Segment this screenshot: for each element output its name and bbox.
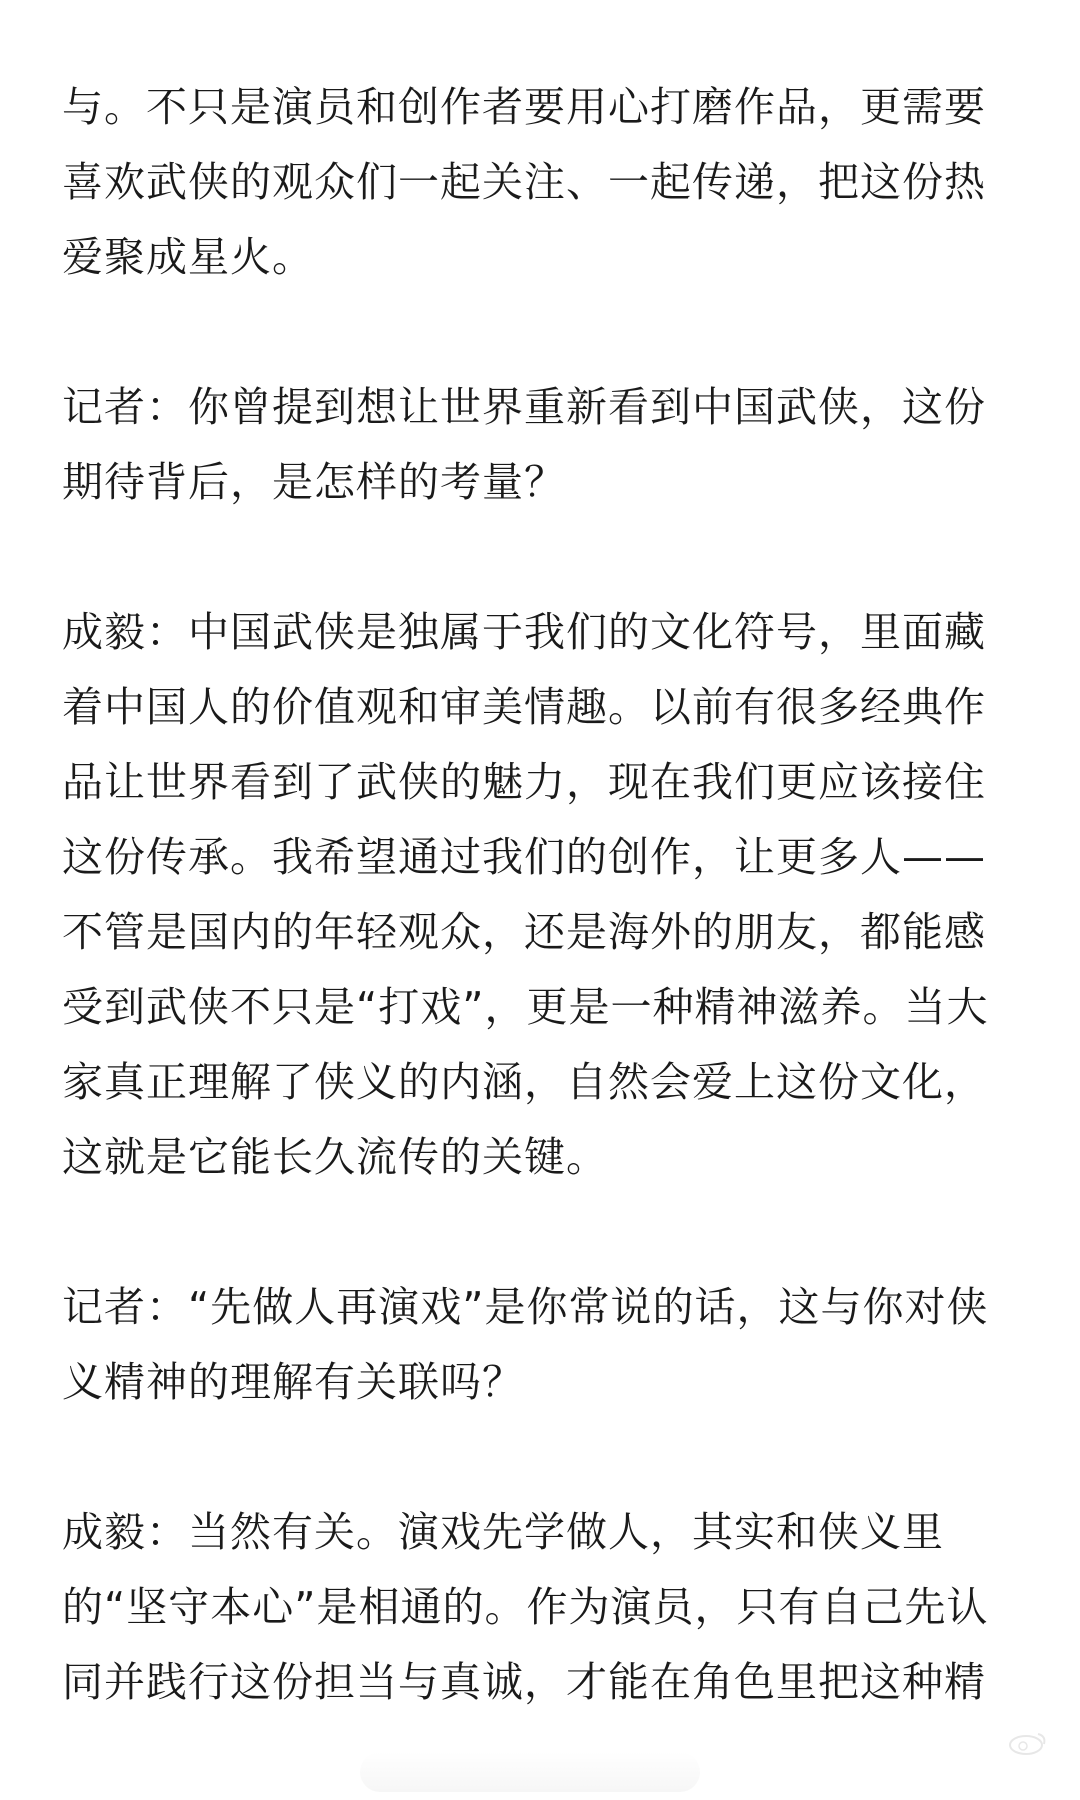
watermark (810, 1686, 1050, 1756)
paragraph-reporter-question-1 (62, 370, 1022, 520)
text-line: 着中国人的价值观和审美情趣。以前有很多经典作 (62, 683, 986, 731)
text-line: 同并践行这份担当与真诚，才能在角色里把这种精 (62, 1658, 986, 1706)
text-line: 期待背后，是怎样的考量？ (62, 458, 566, 506)
paragraph-answer-1 (62, 595, 1022, 1195)
text-line: 成毅：中国武侠是独属于我们的文化符号，里面藏 (62, 608, 986, 656)
text-line: 记者：“先做人再演戏”是你常说的话，这与你对侠 (62, 1283, 989, 1331)
text-line: 与。不只是演员和创作者要用心打磨作品，更需要 (62, 83, 986, 131)
text-line: 成毅：当然有关。演戏先学做人，其实和侠义里 (62, 1508, 944, 1556)
paragraph-intro-ending (62, 70, 1022, 295)
text-line: 不管是国内的年轻观众，还是海外的朋友，都能感 (62, 908, 986, 956)
text-line: 受到武侠不只是“打戏”，更是一种精神滋养。当大 (62, 983, 989, 1031)
text-line: 的“坚守本心”是相通的。作为演员，只有自己先认 (62, 1583, 989, 1631)
text-line: 家真正理解了侠义的内涵，自然会爱上这份文化， (62, 1058, 986, 1106)
article-body (62, 70, 1022, 1795)
weibo-logo-icon (1006, 1730, 1050, 1756)
text-line: 这就是它能长久流传的关键。 (62, 1133, 608, 1181)
bottom-scroll-fade (360, 1752, 700, 1792)
text-line: 义精神的理解有关联吗？ (62, 1358, 524, 1406)
text-line: 记者：你曾提到想让世界重新看到中国武侠，这份 (62, 383, 986, 431)
text-line: 这份传承。我希望通过我们的创作，让更多人—— (62, 833, 986, 881)
text-line: 喜欢武侠的观众们一起关注、一起传递，把这份热 (62, 158, 986, 206)
paragraph-reporter-question-2 (62, 1270, 1022, 1420)
text-line: 爱聚成星火。 (62, 233, 314, 281)
text-line: 品让世界看到了武侠的魅力，现在我们更应该接住 (62, 758, 986, 806)
